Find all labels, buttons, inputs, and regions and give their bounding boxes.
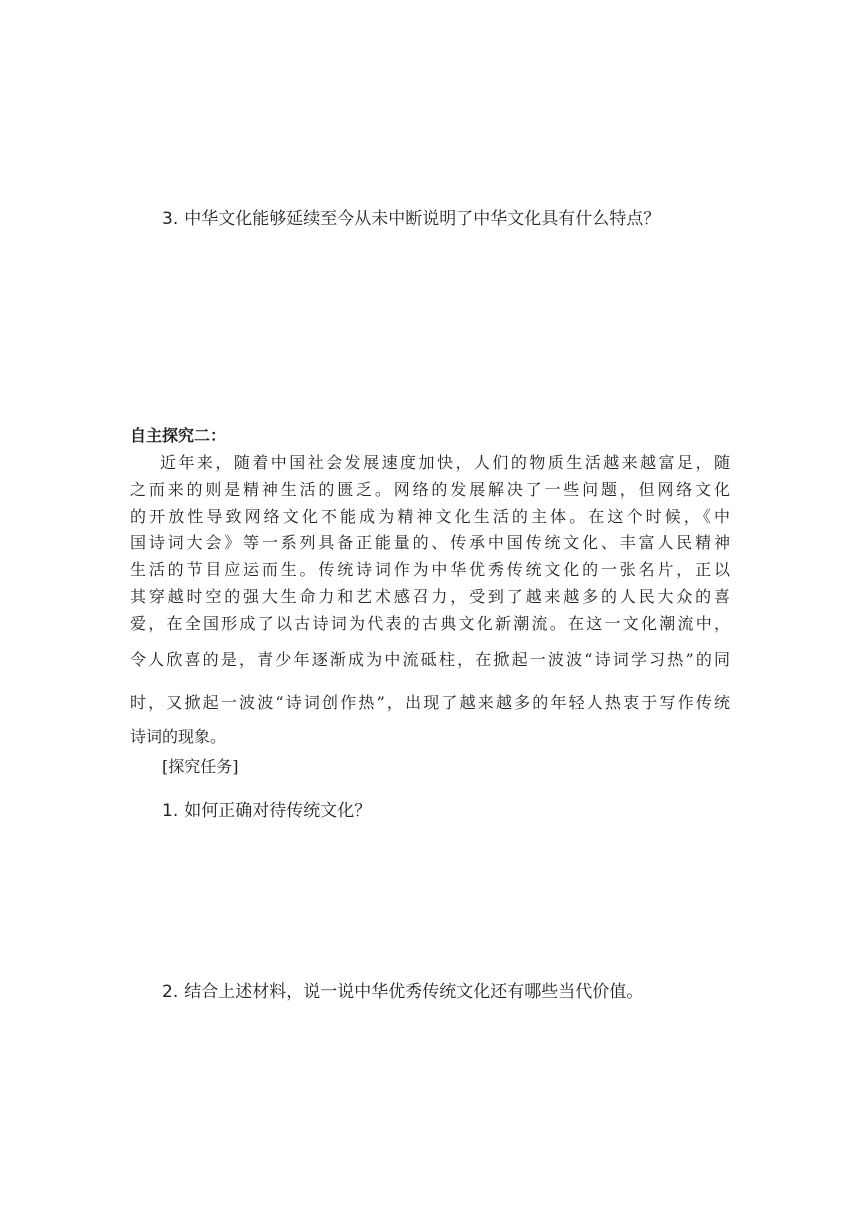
- question-3-text: 中华文化能够延续至今从未中断说明了中华文化具有什么特点？: [184, 209, 661, 229]
- question-2-text: 结合上述材料，说一说中华优秀传统文化还有哪些当代价值。: [184, 982, 644, 1002]
- question-3-number: 3.: [162, 209, 179, 229]
- question-3: [162, 207, 660, 231]
- passage-line: 生活的节目应运而生。传统诗词作为中华优秀传统文化的一张名片，正以: [130, 560, 730, 580]
- passage-line: 近年来，随着中国社会发展速度加快，人们的物质生活越来越富足，随: [160, 453, 730, 472]
- question-1-text: 如何正确对待传统文化？: [184, 801, 372, 821]
- question-1: [162, 799, 371, 823]
- passage-line: 时，又掀起一波波“诗词创作热”，出现了越来越多的年轻人热衷于写作传统: [130, 692, 730, 712]
- passage-line: 国诗词大会》等一系列具备正能量的、传承中国传统文化、丰富人民精神: [130, 533, 730, 553]
- passage-line: 令人欣喜的是，青少年逐渐成为中流砥柱，在掀起一波波“诗词学习热”的同: [130, 649, 730, 669]
- passage-line: 爱，在全国形成了以古诗词为代表的古典文化新潮流。在这一文化潮流中，: [130, 613, 730, 633]
- section-title: 自主探究二：: [130, 426, 227, 445]
- passage-line: 之而来的则是精神生活的匮乏。网络的发展解决了一些问题，但网络文化: [130, 479, 730, 499]
- question-1-number: 1.: [162, 801, 179, 821]
- question-2: [162, 980, 643, 1004]
- passage-line: 诗词的现象。: [130, 726, 227, 746]
- question-2-number: 2.: [162, 982, 179, 1002]
- passage-line: 的开放性导致网络文化不能成为精神文化生活的主体。在这个时候，《中: [130, 506, 730, 526]
- passage: [130, 450, 730, 750]
- passage-line: 其穿越时空的强大生命力和艺术感召力，受到了越来越多的人民大众的喜: [130, 586, 730, 606]
- task-label: [探究任务]: [162, 757, 239, 776]
